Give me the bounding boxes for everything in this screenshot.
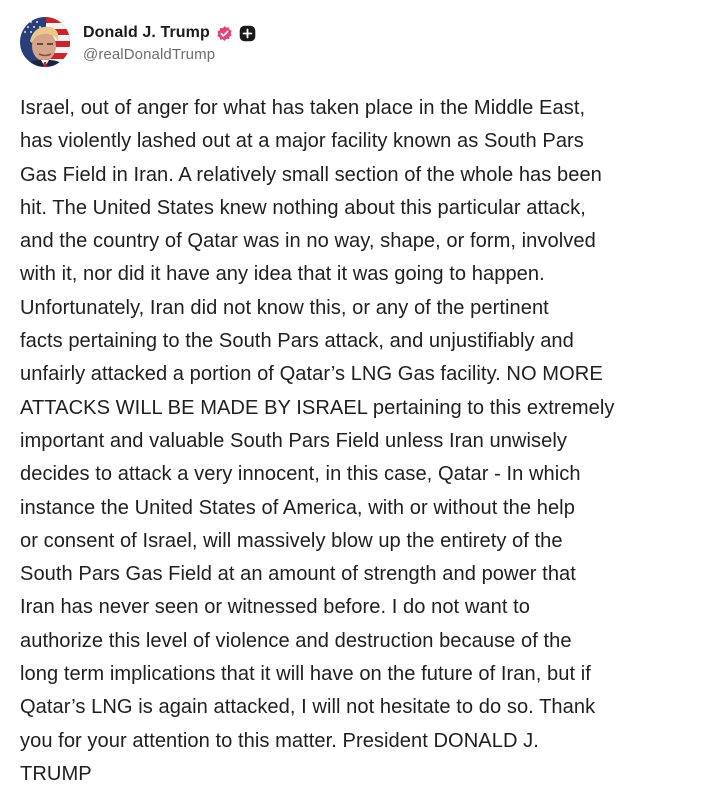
post-text-line: Gas Field in Iran. A relatively small section of the whole has been (20, 163, 602, 186)
author-identity (83, 21, 256, 63)
post-text-line: decides to attack a very innocent, in this case, Qatar - In which (20, 463, 581, 486)
post-text-line: instance the United States of America, with or without the help (20, 496, 575, 519)
post-text-line: Qatar’s LNG is again attacked, I will not hesitate to do so. Thank (20, 696, 596, 719)
post-text-line: unfairly attacked a portion of Qatar’s LNG Gas facility. NO MORE (20, 363, 603, 386)
post-text-line: facts pertaining to the South Pars attack, and unjustifiably and (20, 330, 574, 353)
post-text-line: ATTACKS WILL BE MADE BY ISRAEL pertaining to this extremely (20, 396, 615, 419)
post-text-line: Iran has never seen or witnessed before. I do not want to (20, 596, 530, 619)
post-text-line: Unfortunately, Iran did not know this, or any of the pertinent (20, 296, 549, 319)
post-text-line: and the country of Qatar was in no way, shape, or form, involved (20, 230, 596, 253)
post-text-line: or consent of Israel, will massively blow up the entirety of the (20, 529, 563, 552)
post-text-line: you for your attention to this matter. President DONALD J. (20, 729, 539, 752)
post-text-line: authorize this level of violence and destruction because of the (20, 629, 572, 652)
plus-follow-icon[interactable] (239, 25, 256, 42)
author-handle[interactable]: @realDonaldTrump (83, 46, 216, 63)
author-display-name[interactable]: Donald J. Trump (83, 24, 210, 41)
post-header (20, 14, 256, 70)
post-text-line: Israel, out of anger for what has taken place in the Middle East, (20, 97, 586, 119)
post-text-line: TRUMP (20, 762, 92, 785)
post-text-line: South Pars Gas Field at an amount of strength and power that (20, 563, 576, 586)
post-text-line: important and valuable South Pars Field unless Iran unwisely (20, 429, 567, 452)
name-row (83, 21, 256, 45)
post-body (20, 92, 692, 791)
post-text-line: long term implications that it will have on the future of Iran, but if (20, 663, 591, 686)
avatar-portrait-flag-icon (20, 17, 70, 67)
verified-badge-icon (216, 25, 233, 42)
avatar[interactable] (20, 17, 70, 67)
post-text-line: has violently lashed out at a major facility known as South Pars (20, 130, 584, 153)
post-text-line: hit. The United States knew nothing about this particular attack, (20, 196, 586, 219)
post-text-line: with it, nor did it have any idea that it was going to happen. (20, 263, 545, 286)
